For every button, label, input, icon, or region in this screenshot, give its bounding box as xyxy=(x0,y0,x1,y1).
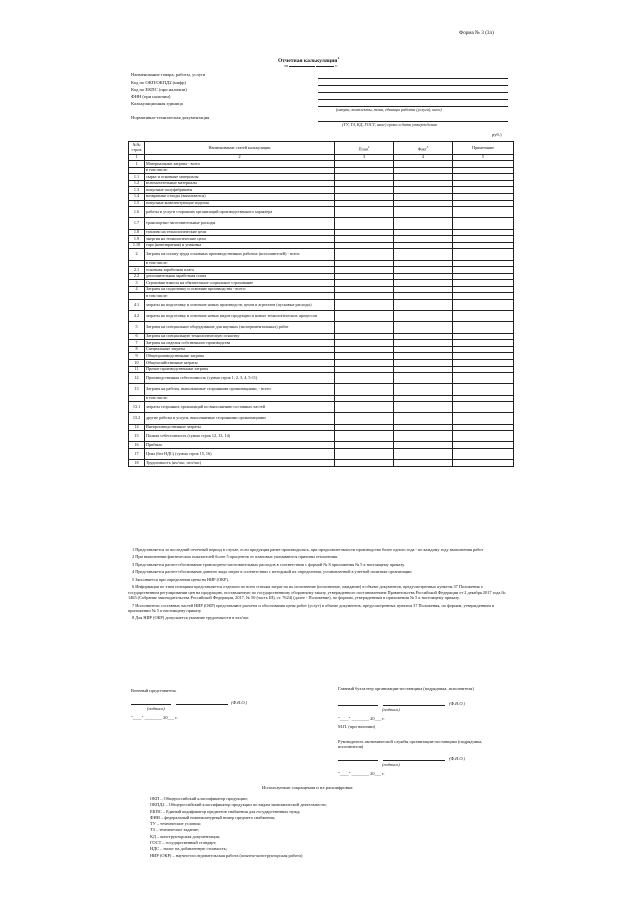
row-name: в том числе: xyxy=(145,167,335,174)
plan-cell[interactable] xyxy=(335,366,394,373)
fact-cell[interactable] xyxy=(394,286,453,293)
abbreviations-list xyxy=(150,796,327,859)
row-number: 4.1 xyxy=(129,300,145,311)
plan-cell[interactable] xyxy=(335,311,394,322)
row-number: 8 xyxy=(129,346,145,353)
table-row xyxy=(129,395,514,402)
chief-accountant-title: Главный бухгалтер организации-поставщика (подрядчика, исполнителя) xyxy=(338,686,474,691)
table-row xyxy=(129,424,514,431)
fact-cell[interactable] xyxy=(394,161,453,168)
fio-label: (Ф.И.О.) xyxy=(449,756,466,761)
plan-cell[interactable] xyxy=(335,373,394,384)
plan-cell[interactable] xyxy=(335,340,394,347)
row-name: Затраты на изделия собственного производства xyxy=(145,340,335,347)
plan-cell[interactable] xyxy=(335,424,394,431)
fio-label: (Ф.И.О.) xyxy=(449,701,466,706)
col-number: 1 xyxy=(129,155,145,161)
plan-cell[interactable] xyxy=(335,395,394,402)
fact-cell[interactable] xyxy=(394,273,453,280)
row-name: Внепроизводственные затраты xyxy=(145,424,335,431)
plan-cell[interactable] xyxy=(335,180,394,187)
footnote: 3 Представляется расчет-обоснование транспортно-заготовительных расходов в соответствии с формой № 8 приложения № 5 к настоящему приказу. xyxy=(132,561,405,567)
plan-cell[interactable] xyxy=(335,193,394,200)
table-row xyxy=(129,267,514,274)
table-row xyxy=(129,242,514,249)
col-header-name: Наименование статей калькуляции xyxy=(145,142,335,155)
note-cell[interactable] xyxy=(453,273,514,280)
plan-cell[interactable] xyxy=(335,267,394,274)
plan-cell[interactable] xyxy=(335,200,394,207)
row-number: 4 xyxy=(129,286,145,293)
row-name: затраты сторонних организаций по выполнению составных частей xyxy=(145,402,335,413)
table-row xyxy=(129,280,514,287)
signature-hint: (подпись) xyxy=(147,706,165,711)
plan-cell[interactable] xyxy=(335,413,394,424)
note-cell[interactable] xyxy=(453,333,514,340)
row-number: 18 xyxy=(129,460,145,467)
row-name: вспомогательные материалы xyxy=(145,180,335,187)
table-row xyxy=(129,384,514,395)
fact-cell[interactable] xyxy=(394,373,453,384)
document-title: Отчетная калькуляция$^1$ xyxy=(278,56,340,64)
rub-label: руб.) xyxy=(492,132,502,137)
row-name: Затраты на оплату труда основных производственных рабочих (исполнителей) - всего: xyxy=(145,249,335,260)
row-number xyxy=(129,395,145,402)
row-name: Прибыль xyxy=(145,442,335,449)
note-cell[interactable] xyxy=(453,346,514,353)
note-cell[interactable] xyxy=(453,340,514,347)
plan-cell[interactable] xyxy=(335,286,394,293)
abbreviation-item: ГОСТ – государственный стандарт; xyxy=(150,840,217,846)
table-row xyxy=(129,249,514,260)
row-name: Трудоемкость (нч/час, чел/час) xyxy=(145,460,335,467)
fact-cell[interactable] xyxy=(394,280,453,287)
row-number: 1.7 xyxy=(129,218,145,229)
calculation-table xyxy=(128,141,514,467)
stamp-label: М.П. (при наличии) xyxy=(338,724,376,729)
row-name: Затраты на работы, выполняемые сторонними организациями, - всего: xyxy=(145,384,335,395)
footnote: 8 Для НИР (ОКР) допускается указание трудоемкости в чел/час xyxy=(132,615,249,621)
abbreviation-item: ОКП – Общероссийский классификатор продукции; xyxy=(150,796,248,801)
date-placeholder: "____" ________ 20___ г. xyxy=(131,715,178,720)
row-number: 2.2 xyxy=(129,273,145,280)
table-row xyxy=(129,311,514,322)
abbreviation-item: КД – конструкторская документация; xyxy=(150,833,221,839)
note-cell[interactable] xyxy=(453,161,514,168)
note-cell[interactable] xyxy=(453,260,514,267)
note-cell[interactable] xyxy=(453,293,514,300)
note-cell[interactable] xyxy=(453,300,514,311)
row-number: 1.6 xyxy=(129,207,145,218)
fact-cell[interactable] xyxy=(394,384,453,395)
note-cell[interactable] xyxy=(453,180,514,187)
fact-cell[interactable] xyxy=(394,193,453,200)
note-cell[interactable] xyxy=(453,236,514,243)
row-name: транспортно-заготовительные расходы xyxy=(145,218,335,229)
product-field-2: Код по ЕКПС (при наличии) xyxy=(131,87,187,92)
table-row xyxy=(129,293,514,300)
row-name: Цена (без НДС) (сумма строк 15, 16) xyxy=(145,448,335,459)
row-name: в том числе: xyxy=(145,293,335,300)
table-row xyxy=(129,442,514,449)
row-number xyxy=(129,293,145,300)
note-cell[interactable] xyxy=(453,229,514,236)
doc-label: Нормативно-техническая документация xyxy=(131,115,210,120)
row-number: 9 xyxy=(129,353,145,360)
col-header-plan: План$^2$ xyxy=(335,142,394,155)
fact-cell[interactable] xyxy=(394,395,453,402)
form-number: Форма № 3 (3л) xyxy=(459,30,494,36)
row-name: другие работы и услуги, выполняемые сторонними организациями xyxy=(145,413,335,424)
col-header-no: №№ строк xyxy=(129,142,145,155)
table-row xyxy=(129,353,514,360)
fact-cell[interactable] xyxy=(394,242,453,249)
fact-cell[interactable] xyxy=(394,322,453,333)
row-number: 1.3 xyxy=(129,187,145,194)
note-cell[interactable] xyxy=(453,218,514,229)
table-row xyxy=(129,260,514,267)
fact-cell[interactable] xyxy=(394,340,453,347)
doc-hint: (ТУ, ТЗ, КД, ГОСТ, иное) сроки и дата утверждения xyxy=(342,122,437,127)
row-number: 1.4 xyxy=(129,193,145,200)
row-name: Материальные затраты - всего xyxy=(145,161,335,168)
table-row xyxy=(129,187,514,194)
date-placeholder: "____" ________ 20___ г. xyxy=(338,716,385,721)
row-name: энергия на технологические цели xyxy=(145,236,335,243)
abbreviation-item: ТУ – технические условия; xyxy=(150,821,201,827)
table-row xyxy=(129,229,514,236)
plan-cell[interactable] xyxy=(335,431,394,442)
note-cell[interactable] xyxy=(453,384,514,395)
fact-cell[interactable] xyxy=(394,229,453,236)
note-cell[interactable] xyxy=(453,431,514,442)
footnote: 4 Представляется расчет-обоснование данного вида затрат в соответствии с методикой их определения, установленной в учетной политике организации xyxy=(132,569,412,575)
fact-cell[interactable] xyxy=(394,260,453,267)
plan-cell[interactable] xyxy=(335,402,394,413)
note-cell[interactable] xyxy=(453,353,514,360)
row-number: 1.10 xyxy=(129,242,145,249)
row-number: 13.1 xyxy=(129,402,145,413)
row-number: 13 xyxy=(129,384,145,395)
table-row xyxy=(129,174,514,181)
fact-cell[interactable] xyxy=(394,218,453,229)
row-name: топливо на технологические цели xyxy=(145,229,335,236)
fact-cell[interactable] xyxy=(394,346,453,353)
plan-cell[interactable] xyxy=(335,353,394,360)
row-number: 11 xyxy=(129,366,145,373)
product-field-3: ФНН (при наличии) xyxy=(131,94,171,99)
row-number: 10 xyxy=(129,360,145,367)
row-number: 15 xyxy=(129,431,145,442)
footnote: 1 Представляется за последний отчетный период в случае, если продукция ранее производилась, при продолжительности производства более одного года - по каждому году выполнения работ xyxy=(132,547,484,552)
row-name: Затраты на специальное оборудование для научных (экспериментальных) работ xyxy=(145,322,335,333)
row-name: в том числе: xyxy=(145,395,335,402)
plan-cell[interactable] xyxy=(335,280,394,287)
fact-cell[interactable] xyxy=(394,442,453,449)
plan-cell[interactable] xyxy=(335,346,394,353)
row-name: покупные комплектующие изделия xyxy=(145,200,335,207)
plan-cell[interactable] xyxy=(335,167,394,174)
plan-cell[interactable] xyxy=(335,260,394,267)
table-row xyxy=(129,161,514,168)
plan-cell[interactable] xyxy=(335,333,394,340)
fact-cell[interactable] xyxy=(394,333,453,340)
fact-cell[interactable] xyxy=(394,402,453,413)
plan-cell[interactable] xyxy=(335,448,394,459)
table-row xyxy=(129,373,514,384)
row-name: Страховые взносы на обязательное социальное страхование xyxy=(145,280,335,287)
plan-cell[interactable] xyxy=(335,273,394,280)
note-cell[interactable] xyxy=(453,360,514,367)
fact-cell[interactable] xyxy=(394,200,453,207)
note-cell[interactable] xyxy=(453,280,514,287)
plan-cell[interactable] xyxy=(335,229,394,236)
plan-cell[interactable] xyxy=(335,300,394,311)
table-row xyxy=(129,300,514,311)
plan-cell[interactable] xyxy=(335,218,394,229)
row-number: 1.9 xyxy=(129,236,145,243)
note-cell[interactable] xyxy=(453,395,514,402)
row-name: затраты на подготовку и освоение новых видов продукции и новых технологических процессов xyxy=(145,311,335,322)
fact-cell[interactable] xyxy=(394,360,453,367)
note-cell[interactable] xyxy=(453,242,514,249)
row-number: 1.1 xyxy=(129,174,145,181)
row-name: Производственная себестоимость (сумма строк 1, 2, 3, 4, 5-11) xyxy=(145,373,335,384)
note-cell[interactable] xyxy=(453,207,514,218)
note-cell[interactable] xyxy=(453,373,514,384)
plan-cell[interactable] xyxy=(335,187,394,194)
row-name: покупные полуфабрикаты xyxy=(145,187,335,194)
row-name: затраты на подготовку и освоение новых производств, цехов и агрегатов (пусковые расходы) xyxy=(145,300,335,311)
row-name: Общехозяйственные затраты xyxy=(145,360,335,367)
table-row xyxy=(129,402,514,413)
abbreviation-item: ФНН – федеральный номенклатурный номер предмета снабжения; xyxy=(150,814,276,820)
row-name: Затраты на подготовку и освоение производства - всего: xyxy=(145,286,335,293)
note-cell[interactable] xyxy=(453,187,514,194)
row-number: 1.8 xyxy=(129,229,145,236)
table-row xyxy=(129,207,514,218)
date-placeholder: "____" ________ 20___ г. xyxy=(338,771,385,776)
row-name: возвратные отходы (вычитаются) xyxy=(145,193,335,200)
row-name: тара (невозвратная) и упаковка xyxy=(145,242,335,249)
row-number: 1.5 xyxy=(129,200,145,207)
footnotes xyxy=(128,547,513,623)
note-cell[interactable] xyxy=(453,200,514,207)
footnote: 2 При выполнении фактических показателей более 5 процентов от плановых указываются причины отклонения. xyxy=(132,554,339,560)
row-number: 13.2 xyxy=(129,413,145,424)
table-row xyxy=(129,286,514,293)
row-number: 2 xyxy=(129,249,145,260)
row-name: сырье и основные материалы xyxy=(145,174,335,181)
fact-cell[interactable] xyxy=(394,413,453,424)
row-number xyxy=(129,260,145,267)
fact-cell[interactable] xyxy=(394,236,453,243)
col-number: 5 xyxy=(453,155,514,161)
plan-cell[interactable] xyxy=(335,236,394,243)
note-cell[interactable] xyxy=(453,460,514,467)
note-cell[interactable] xyxy=(453,249,514,260)
note-cell[interactable] xyxy=(453,311,514,322)
table-row xyxy=(129,180,514,187)
product-field-4: Калькуляционная единица xyxy=(131,101,183,106)
table-row xyxy=(129,167,514,174)
row-name: работы и услуги сторонних организаций производственного характера xyxy=(145,207,335,218)
fact-cell[interactable] xyxy=(394,448,453,459)
fact-cell[interactable] xyxy=(394,267,453,274)
row-name: Специальные затраты xyxy=(145,346,335,353)
fact-cell[interactable] xyxy=(394,174,453,181)
row-number: 14 xyxy=(129,424,145,431)
abbreviation-item: НДС – налог на добавленную стоимость; xyxy=(150,846,228,852)
row-name: Прочие производственные затраты xyxy=(145,366,335,373)
footnote: 7 Исполнители составных частей НИР (ОКР) представляют расчеты и обоснования цены работ (услуг) в объеме документов, предусмотренных пунктом 37 Положения, по формам, утвержденным в приложении № 5 к настоящему приказу. xyxy=(128,602,494,613)
col-number: 3 xyxy=(335,155,394,161)
abbreviations-title: Используемые сокращения и их расшифровка: xyxy=(262,785,354,790)
plan-cell[interactable] xyxy=(335,174,394,181)
military-rep-title: Военный представитель xyxy=(131,688,177,693)
plan-cell[interactable] xyxy=(335,322,394,333)
fact-cell[interactable] xyxy=(394,207,453,218)
plan-cell[interactable] xyxy=(335,293,394,300)
plan-cell[interactable] xyxy=(335,442,394,449)
row-number: 4.2 xyxy=(129,311,145,322)
abbreviation-item: ТЗ – техническое задание; xyxy=(150,827,200,833)
fact-cell[interactable] xyxy=(394,460,453,467)
col-header-note: Примечание xyxy=(453,142,514,155)
plan-cell[interactable] xyxy=(335,242,394,249)
note-cell[interactable] xyxy=(453,448,514,459)
note-cell[interactable] xyxy=(453,402,514,413)
row-number: 12 xyxy=(129,373,145,384)
table-row xyxy=(129,360,514,367)
row-name: дополнительная заработная плата xyxy=(145,273,335,280)
row-number: 1.2 xyxy=(129,180,145,187)
plan-cell[interactable] xyxy=(335,249,394,260)
col-number: 4 xyxy=(394,155,453,161)
fact-cell[interactable] xyxy=(394,293,453,300)
table-row xyxy=(129,413,514,424)
note-cell[interactable] xyxy=(453,413,514,424)
table-row xyxy=(129,322,514,333)
plan-cell[interactable] xyxy=(335,384,394,395)
table-row xyxy=(129,431,514,442)
plan-cell[interactable] xyxy=(335,360,394,367)
fact-cell[interactable] xyxy=(394,300,453,311)
table-row xyxy=(129,200,514,207)
note-cell[interactable] xyxy=(453,322,514,333)
row-number: 3 xyxy=(129,280,145,287)
fact-cell[interactable] xyxy=(394,167,453,174)
fact-cell[interactable] xyxy=(394,366,453,373)
fact-cell[interactable] xyxy=(394,424,453,431)
abbreviation-item: НИР (ОКР) – научно-исследовательская работа (опытно-конструкторская работа) xyxy=(150,852,303,858)
plan-cell[interactable] xyxy=(335,460,394,467)
date-line: за г. xyxy=(284,63,338,68)
row-name: в том числе: xyxy=(145,260,335,267)
note-cell[interactable] xyxy=(453,193,514,200)
table-row xyxy=(129,236,514,243)
table-row xyxy=(129,193,514,200)
fact-cell[interactable] xyxy=(394,311,453,322)
product-field-1: Код по ОКП/ОКПД2 (нифр) xyxy=(131,80,186,85)
table-row xyxy=(129,460,514,467)
row-name: Общепроизводственные затраты xyxy=(145,353,335,360)
col-number: 2 xyxy=(145,155,335,161)
table-row xyxy=(129,448,514,459)
row-name: Полная себестоимость (сумма строк 12, 13, 14) xyxy=(145,431,335,442)
row-number: 17 xyxy=(129,448,145,459)
footnote: 5 Заполняется при определении цены на НИР (ОКР). xyxy=(132,576,229,582)
product-field-0: Наименование товара, работы, услуги xyxy=(131,72,206,77)
note-cell[interactable] xyxy=(453,424,514,431)
fact-cell[interactable] xyxy=(394,431,453,442)
row-number: 6 xyxy=(129,333,145,340)
fact-cell[interactable] xyxy=(394,187,453,194)
note-cell[interactable] xyxy=(453,442,514,449)
footnote: 6 Информация по этим позициям представляется отдельно по всем статьям затрат на их исполнение (исполнение, ожидание) в объеме документов, предусмотренных пунктом 37 Положения о государственном регулировании цен на продукцию, поставляемую по государственному оборонному заказу, утвержденного постановлением Правительства Российской Федерации от 2 декабря 2017 года № 1465 (Собрание законодательства Российской Федерации, 2017, № 50 (часть III), ст. 7624) (далее - Положение), по формам, утвержденным в приложении № 5 к настоящему приказу. xyxy=(128,584,506,601)
note-cell[interactable] xyxy=(453,167,514,174)
row-number: 1 xyxy=(129,161,145,168)
table-row xyxy=(129,340,514,347)
row-number: 5 xyxy=(129,322,145,333)
fio-label: (Ф.И.О.) xyxy=(231,700,248,705)
fact-cell[interactable] xyxy=(394,249,453,260)
row-number: 2.1 xyxy=(129,267,145,274)
row-number: 16 xyxy=(129,442,145,449)
economic-head-title: Руководитель экономической службы организации-поставщика (подрядчика, исполнителя) xyxy=(338,739,483,750)
fact-cell[interactable] xyxy=(394,353,453,360)
row-name: Затраты на специальную технологическую оснастку xyxy=(145,333,335,340)
col-header-fact: Факт$^3$ xyxy=(394,142,453,155)
signature-hint: (подпись) xyxy=(382,707,400,712)
row-name: основная заработная плата xyxy=(145,267,335,274)
plan-cell[interactable] xyxy=(335,207,394,218)
note-cell[interactable] xyxy=(453,366,514,373)
note-cell[interactable] xyxy=(453,267,514,274)
table-row xyxy=(129,273,514,280)
unit-hint: (штуки, комплекты, тонн, единицы работы (услуги), иное) xyxy=(336,107,442,112)
abbreviation-item: ЕКПС – Единый кодификатор предметов снабжения для государственных нужд; xyxy=(150,808,301,814)
plan-cell[interactable] xyxy=(335,161,394,168)
row-number xyxy=(129,167,145,174)
signature-hint: (подпись) xyxy=(382,762,400,767)
row-number: 7 xyxy=(129,340,145,347)
note-cell[interactable] xyxy=(453,174,514,181)
table-row xyxy=(129,333,514,340)
table-row xyxy=(129,346,514,353)
abbreviation-item: ОКПД2 – Общероссийский классификатор продукции по видам экономической деятельности; xyxy=(150,802,327,808)
fact-cell[interactable] xyxy=(394,180,453,187)
note-cell[interactable] xyxy=(453,286,514,293)
table-row xyxy=(129,366,514,373)
table-row xyxy=(129,218,514,229)
